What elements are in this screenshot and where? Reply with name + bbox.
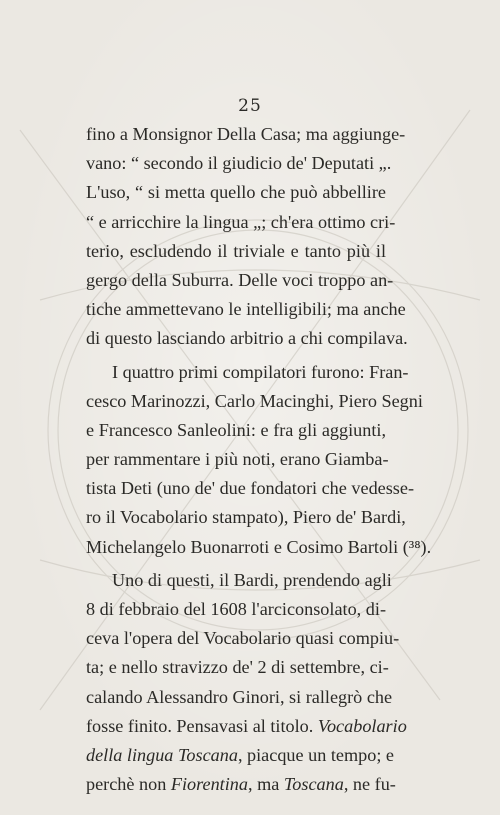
text-line: calando Alessandro Ginori, si rallegrò che xyxy=(86,686,393,707)
text-line: 8 di febbraio del 1608 l'arciconsolato, di- xyxy=(86,599,386,619)
text-line: della lingua Toscana, piacque un tempo; e xyxy=(86,744,394,765)
page-number: 25 xyxy=(238,96,262,116)
text-line: perchè non Fiorentina, ma Toscana, ne fu- xyxy=(86,774,396,795)
text-line: vano: “ secondo il giudicio de' Deputati „. xyxy=(86,153,392,174)
text-line: “ e arricchire la lingua „; ch'era ottimo cri- xyxy=(86,211,396,232)
paragraph-start-line: Uno di questi, il Bardi, prendendo agli xyxy=(112,569,392,590)
text-line: fosse finito. Pensavasi al titolo. Vocabolario xyxy=(86,715,407,736)
text-line: cesco Marinozzi, Carlo Macinghi, Piero Segni xyxy=(86,390,423,411)
text-line: ro il Vocabolario stampato), Piero de' Bardi, xyxy=(86,507,406,528)
text-line: fino a Monsignor Della Casa; ma aggiunge- xyxy=(86,124,406,144)
paragraph-start-line: I quattro primi compilatori furono: Fran- xyxy=(112,361,409,382)
text-line: e Francesco Sanleolini: e fra gli aggiunti, xyxy=(86,419,386,440)
text-line: di questo lasciando arbitrio a chi compilava. xyxy=(86,328,408,349)
text-line: per rammentare i più noti, erano Giamba- xyxy=(86,449,389,470)
text-line: Michelangelo Buonarroti e Cosimo Bartoli (³⁸). xyxy=(86,536,432,557)
text-line: ta; e nello stravizzo de' 2 di settembre, ci- xyxy=(86,657,389,678)
text-line: L'uso, “ si metta quello che può abbellire xyxy=(86,182,386,203)
text-line: tiche ammettevano le intelligibili; ma anche xyxy=(86,299,406,320)
text-line: ceva l'opera del Vocabolario quasi compiu- xyxy=(86,628,400,649)
text-line: gergo della Suburra. Delle voci troppo an- xyxy=(86,269,394,290)
text-line: terio, escludendo il triviale e tanto più il xyxy=(86,240,386,261)
text-line: tista Deti (uno de' due fondatori che vedesse- xyxy=(86,478,415,499)
body-text xyxy=(86,120,432,799)
